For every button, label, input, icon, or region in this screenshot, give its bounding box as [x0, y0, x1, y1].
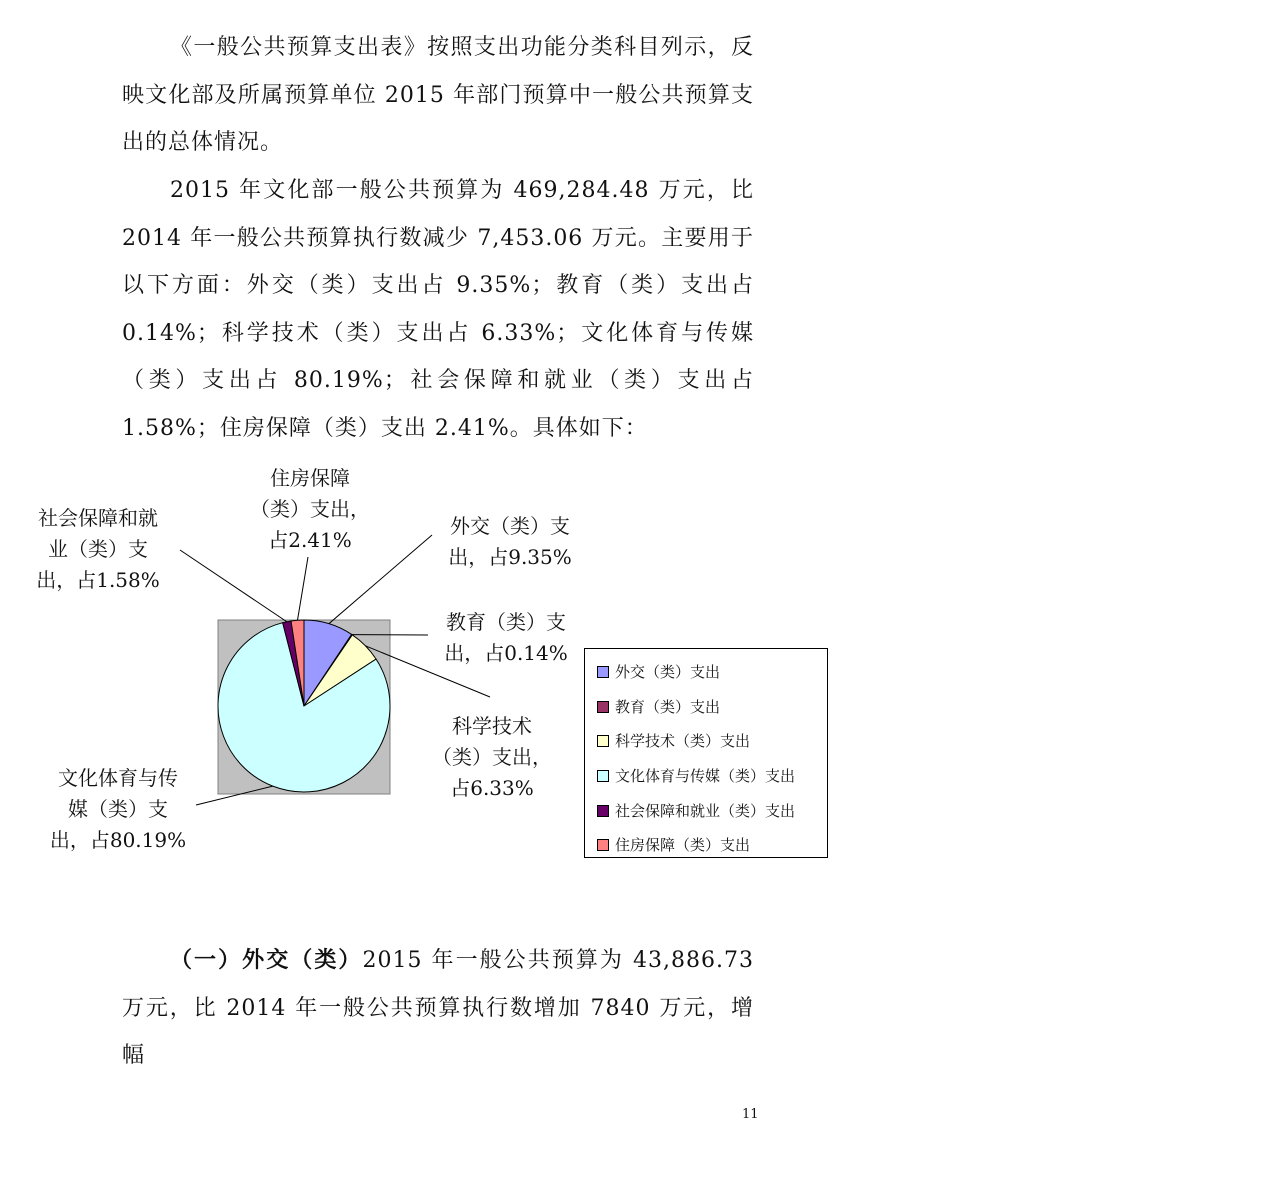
legend-swatch — [597, 701, 609, 713]
legend-label: 社会保障和就业（类）支出 — [615, 802, 796, 820]
data-label-line: 占6.33% — [450, 776, 534, 800]
legend-swatch — [597, 770, 609, 782]
legend-item — [597, 661, 720, 682]
legend-swatch — [597, 735, 609, 747]
summary-paragraph: 2015 年文化部一般公共预算为 469,284.48 万元，比 2014 年一般公共预算执行数减少 7,453.06 万元。主要用于以下方面：外交（类）支出占 9.35%；教育（类）支出占 0.14%；科学技术（类）支出占 6.33%；文化体育与传媒（类）支出占 80.19%；社会保障和就业（类）支出占 1.58%；住房保障（类）支出 2.41%。具体如下： — [122, 178, 754, 441]
legend-swatch — [597, 805, 609, 817]
section-heading: （一）外交（类） — [170, 947, 363, 973]
leader-line — [180, 550, 287, 622]
diplomacy-paragraph — [122, 937, 754, 1080]
data-label-line: 业（类）支 — [48, 537, 148, 561]
data-label-line: 出，占9.35% — [448, 545, 572, 569]
data-label-line: 文化体育与传 — [58, 766, 178, 790]
legend-label: 文化体育与传媒（类）支出 — [615, 767, 796, 785]
section-body: 2015 年一般公共预算为 43,886.73 万元，比 2014 年一般公共预算执行数增加 7840 万元，增幅 — [122, 948, 754, 1069]
leader-line — [297, 557, 308, 620]
data-label-line: 教育（类）支 — [446, 610, 566, 634]
page-number: 11 — [742, 1107, 759, 1122]
legend-label: 教育（类）支出 — [615, 698, 721, 716]
legend-swatch — [597, 666, 609, 678]
legend-label: 住房保障（类）支出 — [615, 836, 751, 854]
data-label — [50, 766, 186, 852]
intro-paragraph: 《一般公共预算支出表》按照支出功能分类科目列示，反映文化部及所属预算单位 2015 年部门预算中一般公共预算支出的总体情况。 — [122, 35, 754, 156]
data-label-line: 出，占1.58% — [36, 568, 160, 592]
data-label — [448, 514, 572, 569]
data-label-line: （类）支出， — [432, 745, 552, 769]
data-label-line: （类）支出， — [250, 497, 370, 521]
legend-item — [597, 765, 795, 786]
data-label-line: 媒（类）支 — [68, 797, 168, 821]
legend-item — [597, 730, 750, 751]
legend-label: 科学技术（类）支出 — [615, 732, 751, 750]
data-label — [250, 466, 370, 552]
data-label-line: 科学技术 — [452, 714, 532, 738]
chart-legend — [584, 648, 828, 858]
legend-item — [597, 834, 750, 855]
data-label-line: 出，占0.14% — [444, 641, 568, 665]
data-label-line: 社会保障和就 — [38, 506, 158, 530]
legend-swatch — [597, 839, 609, 851]
data-label — [36, 506, 160, 592]
data-label-line: 住房保障 — [270, 466, 350, 490]
data-label-line: 占2.41% — [268, 528, 352, 552]
data-label-line: 外交（类）支 — [450, 514, 570, 538]
legend-label: 外交（类）支出 — [615, 663, 721, 681]
legend-item — [597, 696, 720, 717]
legend-item — [597, 800, 795, 821]
pie-slices — [218, 620, 390, 792]
data-label — [444, 610, 568, 665]
data-label-line: 出，占80.19% — [49, 828, 187, 852]
data-label — [432, 714, 552, 800]
